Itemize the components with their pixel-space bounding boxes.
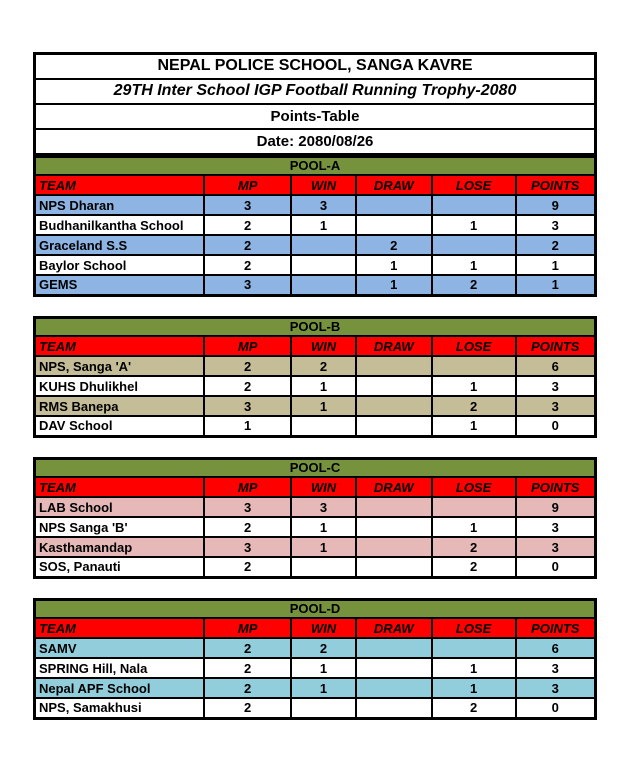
column-header-points: POINTS [516, 477, 596, 497]
stat-mp: 2 [204, 215, 291, 235]
stat-win: 1 [291, 517, 356, 537]
team-name: Baylor School [35, 255, 205, 275]
stat-lose: 1 [432, 215, 516, 235]
pool-standings-body [35, 497, 596, 577]
pools-container [33, 155, 597, 720]
team-name: RMS Banepa [35, 396, 205, 416]
stat-lose: 2 [432, 698, 516, 718]
stat-mp: 2 [204, 356, 291, 376]
team-row [35, 557, 596, 577]
stat-lose: 2 [432, 396, 516, 416]
column-header-lose: LOSE [432, 175, 516, 195]
team-row [35, 537, 596, 557]
stat-win: 3 [291, 195, 356, 215]
column-header-points: POINTS [516, 336, 596, 356]
stat-lose: 2 [432, 275, 516, 295]
event-title: 29TH Inter School IGP Football Running Trophy-2080 [35, 79, 596, 104]
stat-lose: 2 [432, 537, 516, 557]
stat-mp: 2 [204, 557, 291, 577]
column-header-win: WIN [291, 618, 356, 638]
column-header-draw: DRAW [356, 175, 432, 195]
title-row-date [35, 129, 596, 154]
title-row-event [35, 79, 596, 104]
stat-draw: 2 [356, 235, 432, 255]
column-header-team: TEAM [35, 477, 205, 497]
stat-points: 9 [516, 195, 596, 215]
team-name: SAMV [35, 638, 205, 658]
stat-win: 2 [291, 638, 356, 658]
stat-mp: 2 [204, 255, 291, 275]
stat-draw [356, 416, 432, 436]
stat-draw [356, 356, 432, 376]
stat-draw: 1 [356, 275, 432, 295]
stat-points: 3 [516, 376, 596, 396]
team-name: GEMS [35, 275, 205, 295]
team-name: NPS, Sanga 'A' [35, 356, 205, 376]
stat-draw [356, 658, 432, 678]
stat-points: 3 [516, 658, 596, 678]
stat-win: 1 [291, 376, 356, 396]
stat-mp: 3 [204, 497, 291, 517]
stat-draw [356, 497, 432, 517]
school-name-title: NEPAL POLICE SCHOOL, SANGA KAVRE [35, 54, 596, 79]
column-header-mp: MP [204, 618, 291, 638]
team-row [35, 517, 596, 537]
stat-win [291, 416, 356, 436]
team-row [35, 497, 596, 517]
team-row [35, 275, 596, 295]
title-row-school [35, 54, 596, 79]
column-header-win: WIN [291, 175, 356, 195]
team-row [35, 638, 596, 658]
date-heading: Date: 2080/08/26 [35, 129, 596, 154]
pool-name-header: POOL-A [35, 156, 596, 175]
stat-points: 3 [516, 537, 596, 557]
stat-win [291, 275, 356, 295]
stat-points: 1 [516, 255, 596, 275]
stat-lose: 1 [432, 517, 516, 537]
stat-mp: 2 [204, 517, 291, 537]
stat-points: 2 [516, 235, 596, 255]
stat-lose: 2 [432, 557, 516, 577]
stat-win: 2 [291, 356, 356, 376]
pool-standings-body [35, 638, 596, 718]
column-header-team: TEAM [35, 175, 205, 195]
stat-mp: 3 [204, 195, 291, 215]
stat-mp: 2 [204, 235, 291, 255]
stat-win: 3 [291, 497, 356, 517]
stat-lose [432, 638, 516, 658]
pool-name-row [35, 599, 596, 618]
stat-mp: 2 [204, 658, 291, 678]
column-header-row [35, 477, 596, 497]
team-name: NPS Sanga 'B' [35, 517, 205, 537]
stat-win [291, 698, 356, 718]
stat-mp: 1 [204, 416, 291, 436]
stat-draw [356, 396, 432, 416]
stat-win: 1 [291, 396, 356, 416]
stat-lose: 1 [432, 376, 516, 396]
team-name: Nepal APF School [35, 678, 205, 698]
points-table-page [33, 0, 597, 720]
stat-draw [356, 698, 432, 718]
team-name: DAV School [35, 416, 205, 436]
team-row [35, 396, 596, 416]
team-row [35, 698, 596, 718]
team-name: NPS, Samakhusi [35, 698, 205, 718]
stat-draw [356, 638, 432, 658]
stat-win [291, 255, 356, 275]
stat-points: 0 [516, 557, 596, 577]
column-header-lose: LOSE [432, 477, 516, 497]
stat-win: 1 [291, 215, 356, 235]
stat-mp: 2 [204, 698, 291, 718]
column-header-draw: DRAW [356, 618, 432, 638]
column-header-row [35, 336, 596, 356]
team-row [35, 658, 596, 678]
stat-win [291, 557, 356, 577]
stat-draw [356, 376, 432, 396]
pool-name-row [35, 317, 596, 336]
column-header-row [35, 618, 596, 638]
column-header-lose: LOSE [432, 336, 516, 356]
team-row [35, 235, 596, 255]
column-header-win: WIN [291, 477, 356, 497]
pool-standings-body [35, 356, 596, 436]
stat-points: 1 [516, 275, 596, 295]
column-header-team: TEAM [35, 336, 205, 356]
points-table-heading: Points-Table [35, 104, 596, 129]
team-row [35, 215, 596, 235]
stat-mp: 2 [204, 376, 291, 396]
stat-mp: 2 [204, 638, 291, 658]
stat-draw [356, 195, 432, 215]
stat-lose [432, 235, 516, 255]
pool-name-row [35, 458, 596, 477]
stat-points: 6 [516, 356, 596, 376]
stat-points: 3 [516, 517, 596, 537]
column-header-draw: DRAW [356, 477, 432, 497]
column-header-mp: MP [204, 175, 291, 195]
stat-lose [432, 356, 516, 376]
pool-table-pool-b [33, 316, 597, 438]
column-header-draw: DRAW [356, 336, 432, 356]
column-header-points: POINTS [516, 175, 596, 195]
team-name: NPS Dharan [35, 195, 205, 215]
team-row [35, 356, 596, 376]
team-name: SOS, Panauti [35, 557, 205, 577]
stat-draw [356, 537, 432, 557]
team-name: SPRING Hill, Nala [35, 658, 205, 678]
team-name: Budhanilkantha School [35, 215, 205, 235]
column-header-win: WIN [291, 336, 356, 356]
team-name: KUHS Dhulikhel [35, 376, 205, 396]
column-header-row [35, 175, 596, 195]
pool-table-pool-d [33, 598, 597, 720]
team-row [35, 416, 596, 436]
pool-table-pool-c [33, 457, 597, 579]
column-header-mp: MP [204, 477, 291, 497]
pool-standings-body [35, 195, 596, 295]
stat-draw [356, 215, 432, 235]
column-header-mp: MP [204, 336, 291, 356]
stat-mp: 3 [204, 275, 291, 295]
pool-table-pool-a [33, 155, 597, 297]
stat-win: 1 [291, 537, 356, 557]
stat-draw [356, 517, 432, 537]
team-row [35, 255, 596, 275]
stat-lose: 1 [432, 255, 516, 275]
stat-draw [356, 678, 432, 698]
stat-mp: 3 [204, 537, 291, 557]
stat-points: 3 [516, 678, 596, 698]
team-name: Graceland S.S [35, 235, 205, 255]
stat-mp: 3 [204, 396, 291, 416]
column-header-team: TEAM [35, 618, 205, 638]
stat-lose: 1 [432, 678, 516, 698]
column-header-lose: LOSE [432, 618, 516, 638]
pool-name-header: POOL-B [35, 317, 596, 336]
stat-win: 1 [291, 678, 356, 698]
stat-draw: 1 [356, 255, 432, 275]
team-name: Kasthamandap [35, 537, 205, 557]
stat-lose: 1 [432, 658, 516, 678]
stat-lose [432, 497, 516, 517]
stat-points: 6 [516, 638, 596, 658]
stat-lose [432, 195, 516, 215]
stat-points: 3 [516, 396, 596, 416]
team-row [35, 195, 596, 215]
pool-name-row [35, 156, 596, 175]
column-header-points: POINTS [516, 618, 596, 638]
title-row-points-table [35, 104, 596, 129]
team-name: LAB School [35, 497, 205, 517]
stat-win [291, 235, 356, 255]
team-row [35, 678, 596, 698]
stat-points: 3 [516, 215, 596, 235]
stat-points: 0 [516, 698, 596, 718]
pool-name-header: POOL-C [35, 458, 596, 477]
stat-points: 0 [516, 416, 596, 436]
stat-mp: 2 [204, 678, 291, 698]
stat-win: 1 [291, 658, 356, 678]
stat-lose: 1 [432, 416, 516, 436]
team-row [35, 376, 596, 396]
stat-points: 9 [516, 497, 596, 517]
stat-draw [356, 557, 432, 577]
title-block [33, 52, 597, 155]
pool-name-header: POOL-D [35, 599, 596, 618]
